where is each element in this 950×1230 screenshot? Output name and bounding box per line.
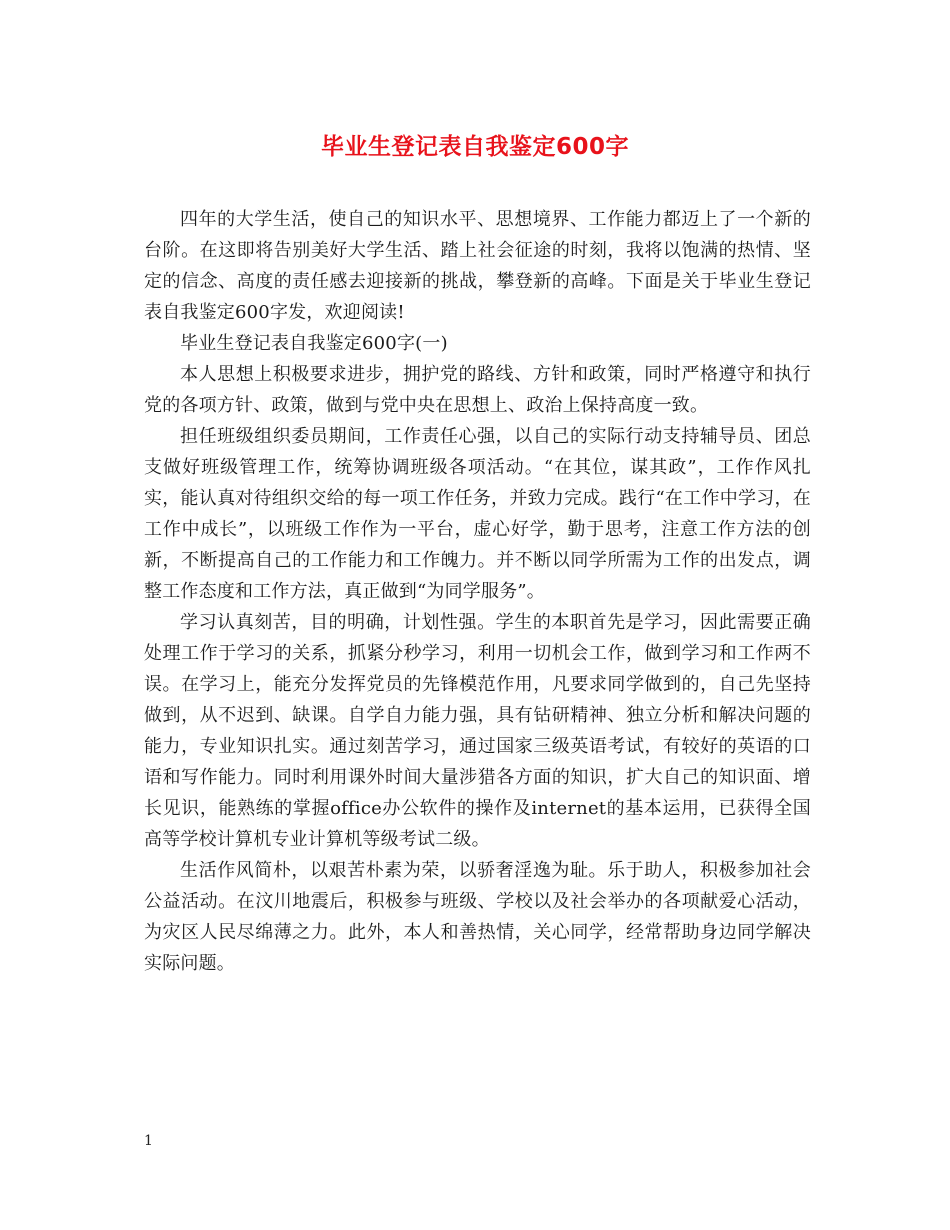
paragraph-work: 担任班级组织委员期间，工作责任心强，以自己的实际行动支持辅导员、团总支做好班级管理工作，统筹协调班级各项活动。“在其位，谋其政”，工作作风扎实，能认真对待组织交给的每一项工作任务，并致力完成。践行“在工作中学习，在工作中成长”，以班级工作作为一平台，虚心好学，勤于思考，注意工作方法的创新，不断提高自己的工作能力和工作魄力。并不断以同学所需为工作的出发点，调整工作态度和工作方法，真正做到“为同学服务”。 — [144, 426, 811, 602]
paragraph-life: 生活作风简朴，以艰苦朴素为荣，以骄奢淫逸为耻。乐于助人，积极参加社会公益活动。在汶川地震后，积极参与班级、学校以及社会举办的各项献爱心活动，为灾区人民尽绵薄之力。此外，本人和善热情，关心同学，经常帮助身边同学解决实际问题。 — [144, 860, 811, 974]
paragraph-ideology: 本人思想上积极要求进步，拥护党的路线、方针和政策，同时严格遵守和执行党的各项方针、政策，做到与党中央在思想上、政治上保持高度一致。 — [144, 364, 811, 416]
page-number: 1 — [144, 1133, 153, 1149]
document-title: 毕业生登记表自我鉴定600字 — [320, 134, 629, 160]
paragraph-study: 学习认真刻苦，目的明确，计划性强。学生的本职首先是学习，因此需要正确处理工作于学习的关系，抓紧分秒学习，利用一切机会工作，做到学习和工作两不误。在学习上，能充分发挥党员的先锋模范作用，凡要求同学做到的，自己先坚持做到，从不迟到、缺课。自学自力能力强，具有钻研精神、独立分析和解决问题的能力，专业知识扎实。通过刻苦学习，通过国家三级英语考试，有较好的英语的口语和写作能力。同时利用课外时间大量涉猎各方面的知识，扩大自己的知识面、增长见识，能熟练的掌握office办公软件的操作及internet的基本运用，已获得全国高等学校计算机专业计算机等级考试二级。 — [144, 612, 811, 850]
document-body — [144, 204, 811, 979]
section-heading: 毕业生登记表自我鉴定600字(一) — [180, 333, 448, 354]
paragraph-intro: 四年的大学生活，使自己的知识水平、思想境界、工作能力都迈上了一个新的台阶。在这即将告别美好大学生活、踏上社会征途的时刻，我将以饱满的热情、坚定的信念、高度的责任感去迎接新的挑战，攀登新的高峰。下面是关于毕业生登记表自我鉴定600字发，欢迎阅读! — [144, 209, 811, 323]
